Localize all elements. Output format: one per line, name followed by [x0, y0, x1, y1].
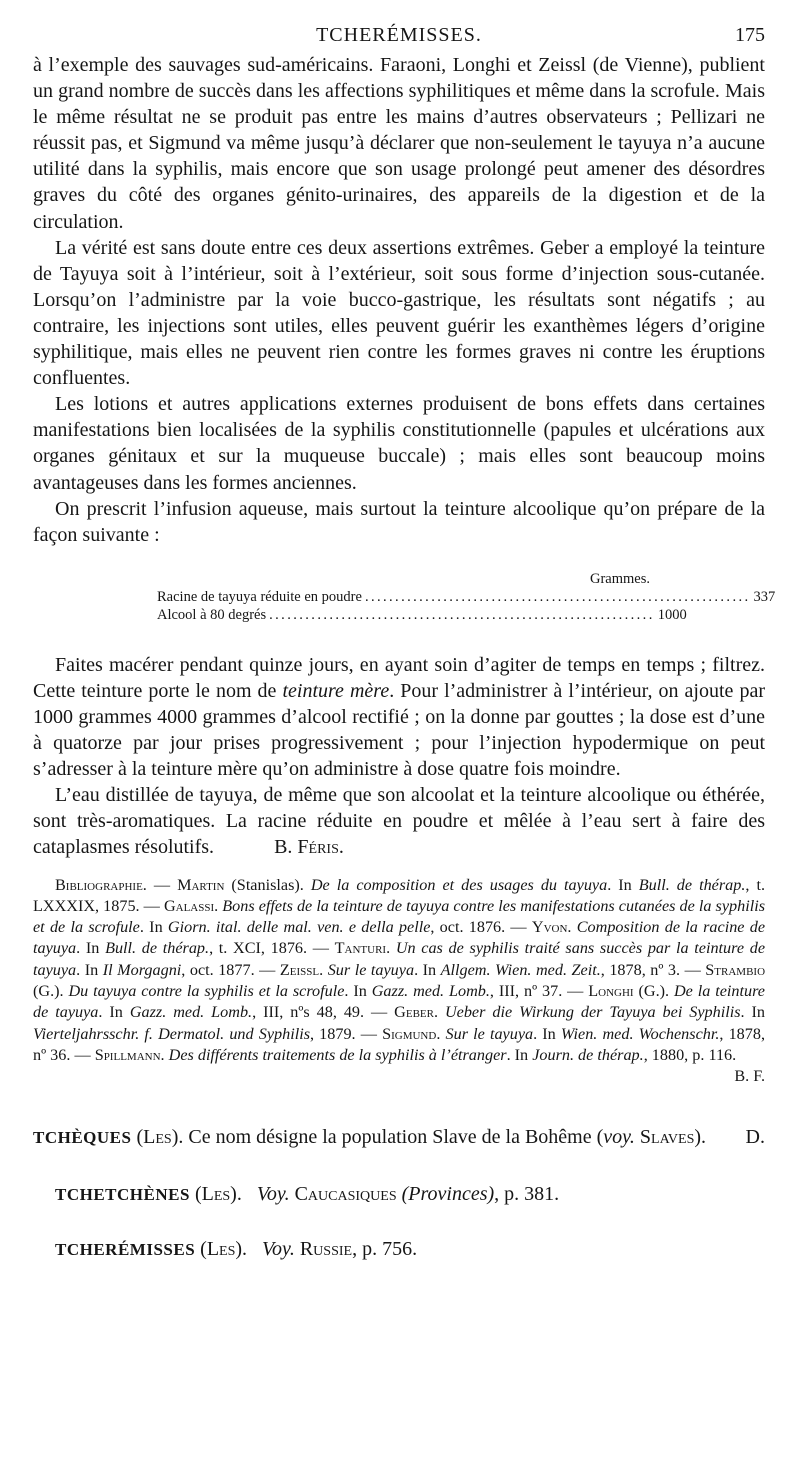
- bibliography: Bibliographie. — Martin (Stanislas). De la composition et des usages du tayuya. In Bull. de thérap., t. LXXXIX, 1875. — Galassi. Bons effets de la teinture de tayuya contre les manifestations cutanées de la syphilis et de la scrofule. In Giorn. ital. delle mal. ven. e della pelle, oct. 1876. — Yvon. Composition de la racine de tayuya. In Bull. de thérap., t. XCI, 1876. — Tanturi. Un cas de syphilis traité sans succès par la teinture de tayuya. In Il Morgagni, oct. 1877. — Zeissl. Sur le tayuya. In Allgem. Wien. med. Zeit., 1878, nº 3. — Strambio (G.). Du tayuya contre la syphilis et la scrofule. In Gazz. med. Lomb., III, nº 37. — Longhi (G.). De la teinture de tayuya. In Gazz. med. Lomb., III, nºs 48, 49. — Geber. Ueber die Wirkung der Tayuya bei Syphilis. In Vierteljahrsschr. f. Dermatol. und Syphilis, 1879. — Sigmund. Sur le tayuya. In Wien. med. Wochenschr., 1878, nº 36. — Spillmann. Des différents traitements de la syphilis à l’étranger. In Journ. de thérap., 1880, p. 116. B. F.: [33, 875, 765, 1088]
- paragraph-3: Les lotions et autres applications externes produisent de bons effets dans certaines manifestations bien localisées de la syphilis constitutionnelle (papules et ulcérations aux organes génitaux et sur la muqueuse buccale) ; mais elles sont beaucoup moins avantageuses dans les formes anciennes.: [33, 393, 765, 494]
- entry-voy: Voy.: [262, 1237, 295, 1260]
- recipe-quantity: 337: [753, 588, 776, 605]
- bibliography-details: , oct. 1876. —: [430, 918, 532, 937]
- bibliography-author-suffix: .: [567, 918, 577, 937]
- bibliography-journal: Bull. de thérap.: [638, 875, 746, 894]
- paragraph-6: [33, 782, 765, 860]
- entry-qualifier: (Les).: [136, 1125, 184, 1148]
- bibliography-details: , oct. 1877. —: [181, 960, 280, 979]
- bibliography-title: Sur le tayuya: [445, 1024, 534, 1043]
- bibliography-author: Tanturi: [334, 939, 387, 958]
- bibliography-item: [95, 1046, 737, 1064]
- paragraph-5-emphasis: teinture mère: [282, 679, 390, 702]
- bibliography-in: . In: [344, 982, 372, 1001]
- bibliography-details: , t. XCI, 1876. —: [209, 939, 335, 958]
- bibliography-in: . In: [139, 918, 168, 937]
- bibliography-title: Composition de la racine de tayuya: [33, 918, 766, 958]
- bibliography-in: . In: [740, 1003, 766, 1022]
- entry-qualifier: (Les).: [200, 1237, 248, 1260]
- bibliography-author-suffix: (G.).: [633, 982, 674, 1001]
- entry-text: Ce nom désigne la population Slave de la Bohême (: [183, 1125, 604, 1148]
- leader-dots: ................................................................: [269, 606, 655, 623]
- entry-tail: , p. 756.: [352, 1237, 418, 1260]
- entry-headword: TCHERÉMISSES: [55, 1239, 196, 1259]
- bibliography-author-suffix: .: [436, 1024, 446, 1043]
- entry-headword: TCHÈQUES: [33, 1127, 132, 1147]
- entry-tail: ).: [694, 1125, 707, 1148]
- bibliography-details: , t. LXXXIX, 1875. —: [33, 875, 765, 915]
- bibliography-title: Sur le tayuya: [327, 960, 415, 979]
- entry-signature: D.: [745, 1125, 765, 1148]
- bibliography-details: , III, nºs 48, 49. —: [252, 1003, 395, 1022]
- entry-cross-reference-detail: (Provinces): [401, 1182, 495, 1205]
- page: [33, 22, 776, 1263]
- bibliography-author-suffix: .: [160, 1045, 169, 1064]
- bibliography-author: Strambio: [705, 960, 766, 979]
- bibliography-in: . In: [533, 1024, 561, 1043]
- paragraph-2: La vérité est sans doute entre ces deux assertions extrêmes. Geber a employé la teinture de Tayuya soit à l’intérieur, soit à l’extérieur, soit sous forme d’injection sous-cutanée. Lorsqu’on l’administre par la voie bucco-gastrique, les résultats sont négatifs ; au contraire, les injections sont utiles, elles peuvent guérir les exanthèmes légers d’origine syphilitique, mais elles ne peuvent rien contre les formes graves ni contre les éruptions confluentes.: [33, 236, 765, 390]
- bibliography-author: Sigmund: [382, 1024, 437, 1043]
- bibliography-journal: Il Morgagni: [102, 960, 182, 979]
- bibliography-author-suffix: (Stanislas).: [224, 875, 311, 894]
- bibliography-title: De la teinture de tayuya: [33, 982, 765, 1022]
- bibliography-author: Geber: [394, 1003, 434, 1022]
- bibliography-details: , 1878, nº 3. —: [600, 960, 706, 979]
- entry-qualifier: (Les).: [194, 1182, 242, 1205]
- bibliography-in: . In: [98, 1003, 130, 1022]
- recipe-unit-label: Grammes.: [590, 570, 650, 587]
- entry-voy: Voy.: [256, 1182, 290, 1205]
- bibliography-title: Bons effets de la teinture de tayuya contre les manifestations cutanées de la syphilis et de la scrofule: [33, 896, 765, 937]
- entry-tcheremisses: [55, 1236, 765, 1263]
- bibliography-title: De la composition et des usages du tayuya: [310, 875, 608, 894]
- bibliography-title: Un cas de syphilis traité sans succès par la teinture de tayuya: [33, 939, 765, 979]
- bibliography-title: Du tayuya contre la syphilis et la scrofule: [68, 982, 345, 1001]
- bibliography-journal: Wien. med. Wochenschr.: [560, 1024, 720, 1043]
- bibliography-in: . In: [414, 960, 441, 979]
- author-signature: B. Féris.: [274, 836, 344, 859]
- recipe-row: [157, 588, 776, 606]
- bibliography-in: . In: [76, 939, 106, 958]
- entry-cross-reference[interactable]: Caucasiques: [294, 1182, 397, 1205]
- bibliography-author: Longhi: [588, 982, 634, 1001]
- bibliography-journal: Bull. de thérap.: [105, 939, 210, 958]
- bibliography-author: Martin: [177, 875, 225, 894]
- bibliography-journal: Allgem. Wien. med. Zeit.: [440, 960, 601, 979]
- entry-cross-reference[interactable]: Russie: [299, 1237, 353, 1260]
- bibliography-signature: B. F.: [734, 1067, 765, 1086]
- bibliography-details: , 1878, nº 36. —: [33, 1024, 766, 1064]
- entry-tchetchenes: [55, 1181, 765, 1208]
- bibliography-in: . In: [607, 875, 639, 894]
- running-header: [33, 22, 765, 52]
- bibliography-journal: Journ. de thérap.: [532, 1045, 644, 1064]
- entry-tail: , p. 381.: [494, 1182, 560, 1205]
- bibliography-author-suffix: (G.).: [33, 982, 69, 1001]
- bibliography-in: . In: [506, 1045, 533, 1064]
- bibliography-title: Ueber die Wirkung der Tayuya bei Syphilis: [444, 1003, 741, 1022]
- bibliography-journal: Gazz. med. Lomb.: [129, 1003, 253, 1022]
- page-number: 175: [735, 24, 765, 46]
- recipe-table: [157, 548, 776, 624]
- entry-voy: voy.: [603, 1125, 635, 1148]
- bibliography-title: Des différents traitements de la syphilis à l’étranger: [168, 1045, 507, 1064]
- recipe-quantity: 1000: [657, 606, 687, 623]
- paragraph-1: à l’exemple des sauvages sud-américains. Faraoni, Longhi et Zeissl (de Vienne), publient un grand nombre de succès dans les affections syphilitiques et même dans la scrofule. Mais le même résultat ne se produit pas entre les mains d’autres observateurs ; Pellizari ne réussit pas, et Sigmund va même jusqu’à déclarer que non-seulement le tayuya n’a aucune utilité dans la syphilis, mais encore que son usage prolongé peut amener des désordres graves du côté des organes génito-urinaires, des appareils de la digestion et de la circulation.: [33, 54, 765, 233]
- bibliography-author-suffix: .: [433, 1003, 445, 1022]
- bibliography-author-suffix: .: [214, 896, 223, 915]
- recipe-row: [157, 606, 687, 624]
- running-title: TCHERÉMISSES.: [316, 24, 482, 46]
- bibliography-details: , 1880, p. 116.: [643, 1045, 737, 1064]
- entry-tcheques: [33, 1124, 765, 1151]
- bibliography-author-suffix: .: [319, 960, 328, 979]
- bibliography-author: Zeissl: [279, 960, 320, 979]
- bibliography-details: , 1879. —: [310, 1024, 383, 1043]
- bibliography-author: Yvon: [531, 918, 568, 937]
- bibliography-in: . In: [76, 960, 103, 979]
- leader-dots: ................................................................: [364, 588, 751, 605]
- bibliography-author: Spillmann: [94, 1045, 161, 1064]
- entry-cross-reference[interactable]: Slaves: [639, 1125, 695, 1148]
- bibliography-journal: Giorn. ital. delle mal. ven. e della pelle: [167, 918, 431, 937]
- recipe-ingredient: Alcool à 80 degrés: [157, 606, 267, 623]
- bibliography-author: Galassi: [163, 896, 215, 915]
- bibliography-journal: Gazz. med. Lomb.: [371, 982, 490, 1001]
- bibliography-journal: Vierteljahrsschr. f. Dermatol. und Syphilis: [33, 1024, 310, 1043]
- bibliography-label: Bibliographie.: [55, 875, 147, 894]
- bibliography-author-suffix: .: [386, 939, 396, 958]
- recipe-ingredient: Racine de tayuya réduite en poudre: [157, 588, 362, 605]
- paragraph-5: [33, 652, 765, 782]
- paragraph-5-after: . Pour l’administrer à l’intérieur, on ajoute par 1000 grammes 4000 grammes d’alcool rectifié ; on la donne par gouttes ; la dose est d’une à quatorze par jour prises progressivement ; pour l’injection hypodermique on peut s’adresser à la teinture mère qu’on administre à dose quatre fois moindre.: [33, 679, 765, 781]
- bibliography-item: [280, 961, 705, 979]
- paragraph-6-text: L’eau distillée de tayuya, de même que son alcoolat et la teinture alcoolique ou éthérée, sont très-aromatiques. La racine réduite en poudre et mêlée à l’eau sert à faire des cataplasmes résolutifs.: [33, 784, 765, 859]
- entry-headword: TCHETCHÈNES: [55, 1184, 190, 1204]
- paragraph-5-before: Faites macérer pendant quinze jours, en ayant soin d’agiter de temps en temps ; filtrez. Cette teinture porte le nom de: [33, 653, 765, 702]
- paragraph-4: On prescrit l’infusion aqueuse, mais surtout la teinture alcoolique qu’on prépare de la façon suivante :: [33, 497, 765, 546]
- bibliography-details: , III, nº 37. —: [489, 982, 589, 1001]
